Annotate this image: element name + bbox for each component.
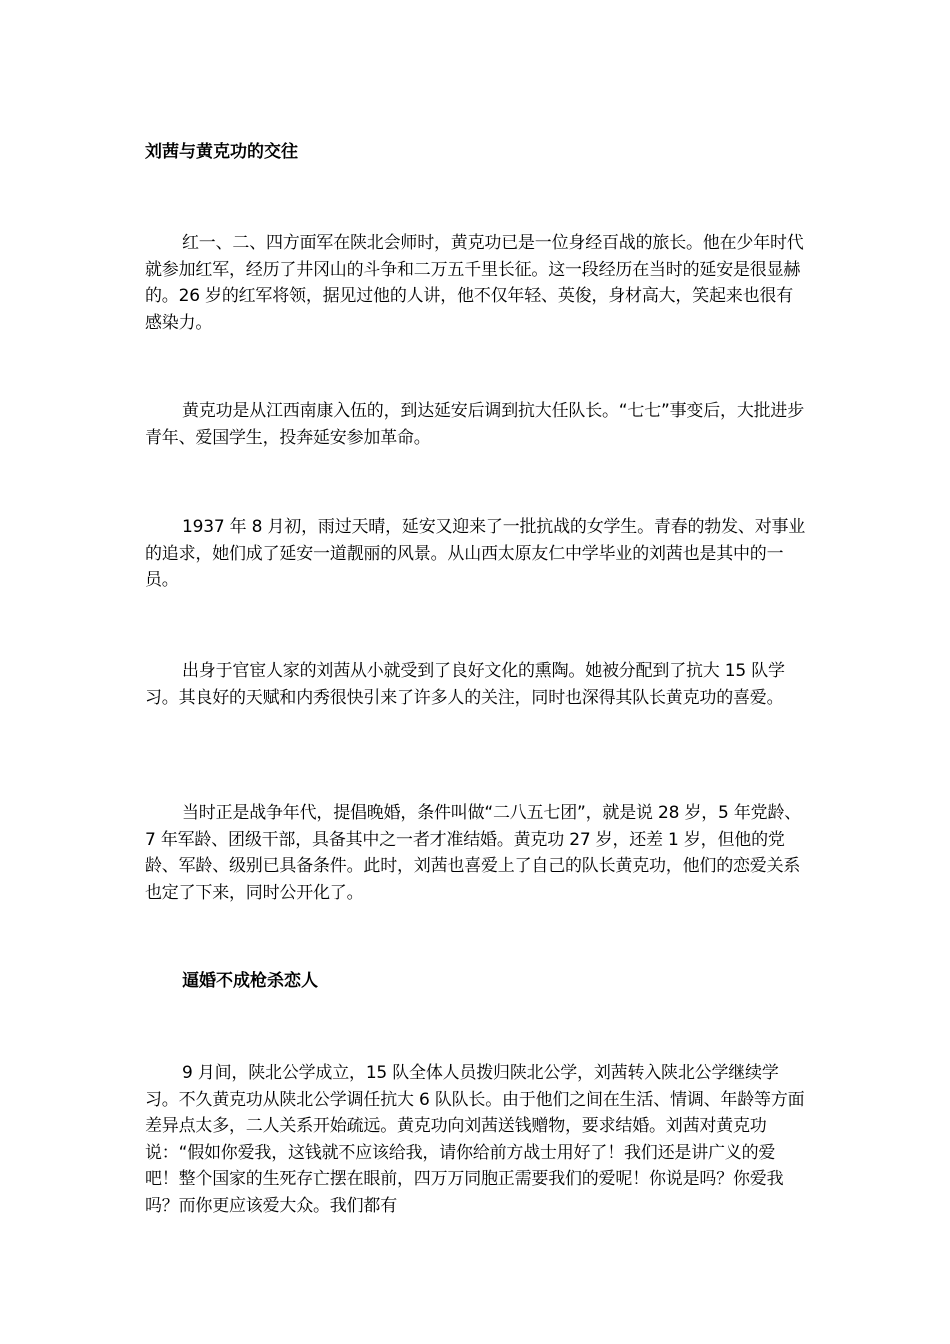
document-title: 刘茜与黄克功的交往 bbox=[145, 142, 298, 162]
paragraph: 红一、二、四方面军在陕北会师时，黄克功已是一位身经百战的旅长。他在少年时代就参加红军，经历了井冈山的斗争和二万五千里长征。这一段经历在当时的延安是很显赫的。26 岁的红军将领，据见过他的人讲，他不仅年轻、英俊，身材高大，笑起来也很有感染力。 bbox=[145, 233, 804, 333]
paragraph: 9 月间，陕北公学成立，15 队全体人员拨归陕北公学，刘茜转入陕北公学继续学习。不久黄克功从陕北公学调任抗大 6 队队长。由于他们之间在生活、情调、年龄等方面差异点太多，二人关系开始疏远。黄克功向刘茜送钱赠物，要求结婚。刘茜对黄克功说：“假如你爱我，这钱就不应该给我，请你给前方战士用好了！我们还是讲广义的爱吧！整个国家的生死存亡摆在眼前，四万万同胞正需要我们的爱呢！你说是吗？你爱我吗？而你更应该爱大众。我们都有 bbox=[145, 1063, 805, 1216]
paragraph: 出身于官宦人家的刘茜从小就受到了良好文化的熏陶。她被分配到了抗大 15 队学习。其良好的天赋和内秀很快引来了许多人的关注，同时也深得其队长黄克功的喜爱。 bbox=[145, 661, 785, 708]
section-heading: 逼婚不成枪杀恋人 bbox=[182, 971, 318, 991]
paragraph: 1937 年 8 月初，雨过天晴，延安又迎来了一批抗战的女学生。青春的勃发、对事业的追求，她们成了延安一道靓丽的风景。从山西太原友仁中学毕业的刘茜也是其中的一员。 bbox=[145, 517, 806, 590]
paragraph: 当时正是战争年代，提倡晚婚，条件叫做“二八五七团”，就是说 28 岁，5 年党龄、7 年军龄、团级干部，具备其中之一者才准结婚。黄克功 27 岁，还差 1 岁，但他的党龄、军龄、级别已具备条件。此时，刘茜也喜爱上了自己的队长黄克功，他们的恋爱关系也定了下来，同时公开化了。 bbox=[145, 803, 802, 903]
paragraph: 黄克功是从江西南康入伍的，到达延安后调到抗大任队长。“七七”事变后，大批进步青年、爱国学生，投奔延安参加革命。 bbox=[145, 401, 805, 448]
